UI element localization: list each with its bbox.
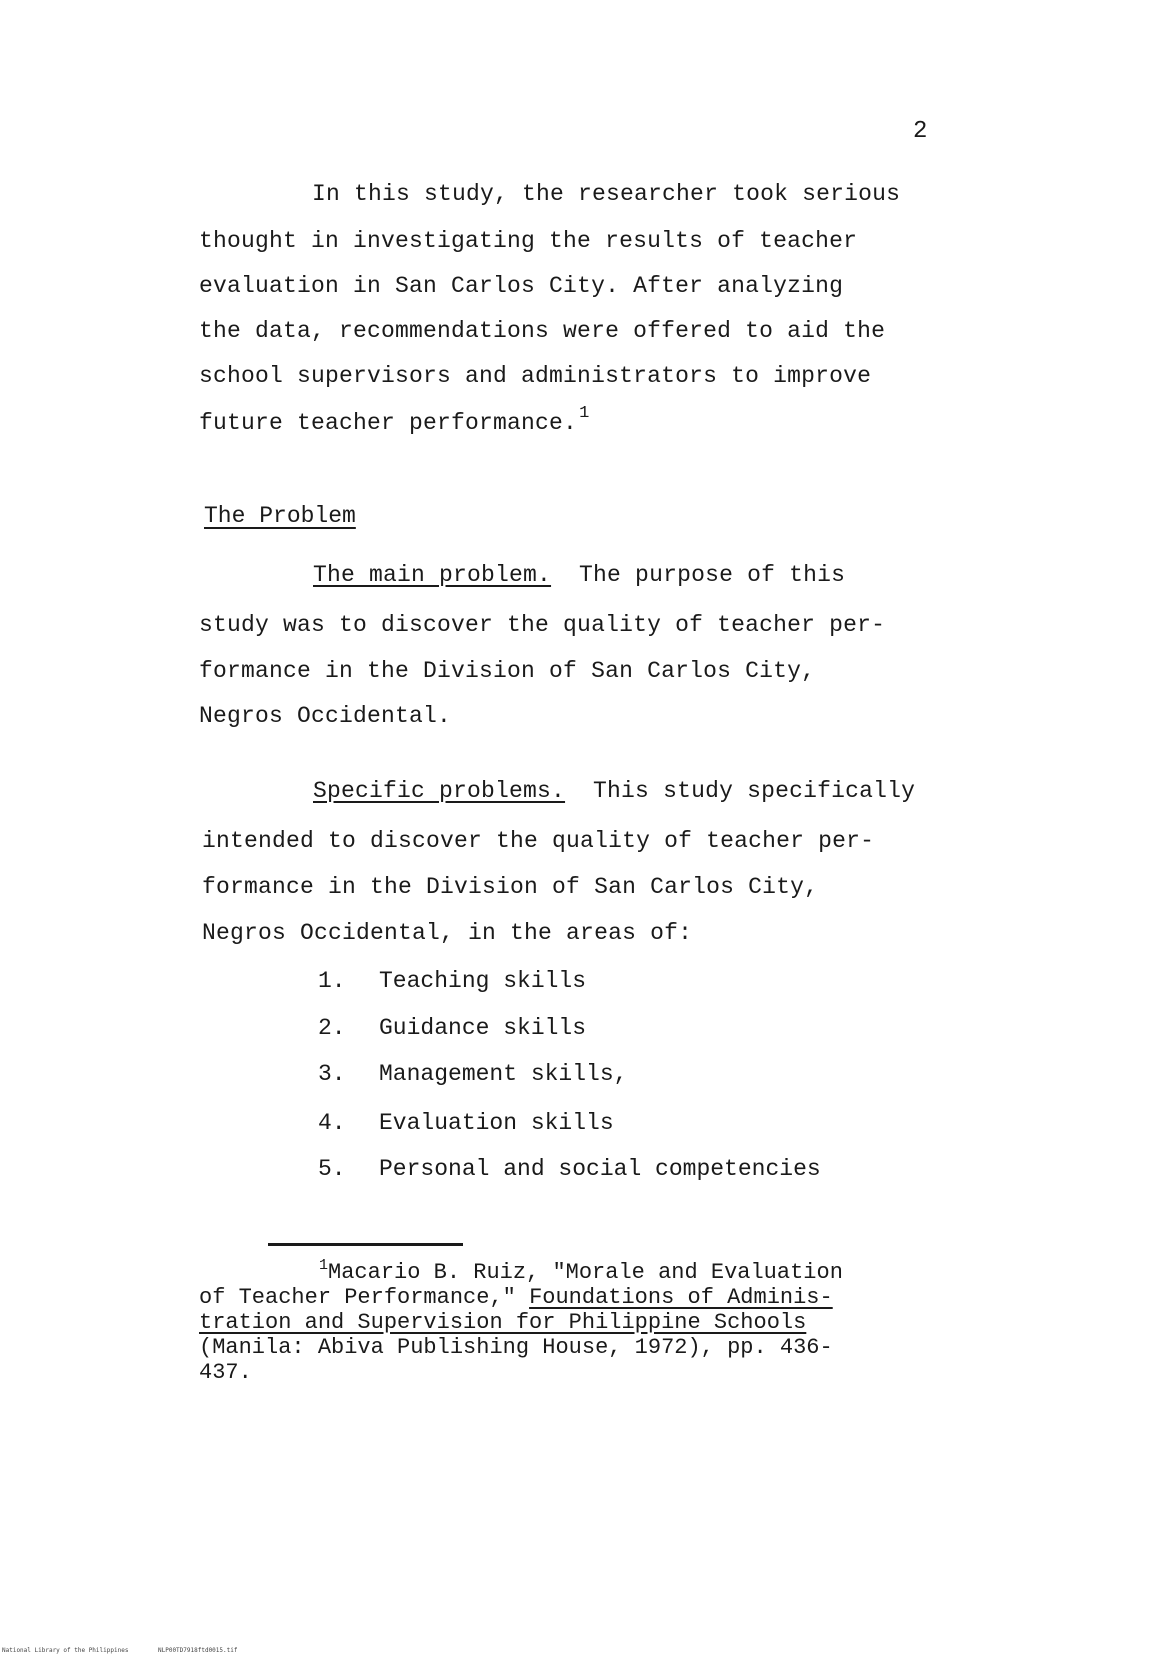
- page-number: 2: [913, 118, 928, 145]
- specific-problems-line-1: [313, 778, 915, 804]
- area-text-2: Guidance skills: [379, 1015, 587, 1041]
- specific-problems-line-2: intended to discover the quality of teacher per-: [202, 828, 875, 854]
- intro-line-2: thought in investigating the results of teacher: [199, 228, 858, 254]
- area-text-1: Teaching skills: [379, 968, 587, 994]
- area-text-5: Personal and social competencies: [379, 1156, 821, 1182]
- intro-line-3: evaluation in San Carlos City. After analyzing: [199, 273, 844, 299]
- footnote-line-1-text: Macario B. Ruiz, "Morale and Evaluation: [328, 1260, 843, 1285]
- intro-line-5: school supervisors and administrators to improve: [199, 363, 872, 389]
- area-number-3: 3.: [318, 1061, 346, 1087]
- footer-library-name: National Library of the Philippines: [2, 1647, 129, 1654]
- specific-problems-line-4: Negros Occidental, in the areas of:: [202, 920, 693, 946]
- area-number-4: 4.: [318, 1110, 346, 1136]
- area-number-1: 1.: [318, 968, 346, 994]
- intro-line-4: the data, recommendations were offered to aid the: [199, 318, 886, 344]
- footnote-line-2-text: of Teacher Performance,": [199, 1285, 530, 1310]
- footnote-title-part-1: Foundations of Adminis-: [529, 1285, 833, 1310]
- area-text-3: Management skills,: [379, 1061, 628, 1087]
- area-number-2: 2.: [318, 1015, 346, 1041]
- footnote-divider: [268, 1243, 463, 1246]
- main-problem-label: The main problem.: [313, 562, 552, 588]
- section-heading: The Problem: [204, 503, 356, 529]
- intro-line-6-text: future teacher performance.: [199, 410, 578, 436]
- footnote-line-4: (Manila: Abiva Publishing House, 1972), pp. 436-: [199, 1335, 833, 1360]
- footnote-marker: 1: [319, 1257, 329, 1274]
- main-problem-line-1: [313, 562, 845, 588]
- main-problem-line-2: study was to discover the quality of teacher per-: [199, 612, 886, 638]
- footnote-reference: 1: [579, 404, 590, 423]
- specific-problems-line-1-text: This study specifically: [565, 778, 916, 804]
- main-problem-line-1-text: The purpose of this: [551, 562, 846, 588]
- footnote-title-part-2: tration and Supervision for Philippine Schools: [199, 1310, 807, 1335]
- specific-problems-label: Specific problems.: [313, 778, 566, 804]
- footnote-line-2: [199, 1287, 833, 1309]
- specific-problems-line-3: formance in the Division of San Carlos City,: [202, 874, 819, 900]
- area-text-4: Evaluation skills: [379, 1110, 614, 1136]
- intro-line-1: In this study, the researcher took serious: [312, 181, 901, 207]
- footnote-line-1: [319, 1257, 843, 1285]
- main-problem-line-3: formance in the Division of San Carlos City,: [199, 658, 816, 684]
- footnote-line-5: 437.: [199, 1360, 252, 1385]
- main-problem-line-4: Negros Occidental.: [199, 703, 452, 729]
- area-number-5: 5.: [318, 1156, 346, 1182]
- intro-line-6: [199, 404, 590, 436]
- footer-file-name: NLP00TD7918ftd0015.tif: [158, 1647, 238, 1654]
